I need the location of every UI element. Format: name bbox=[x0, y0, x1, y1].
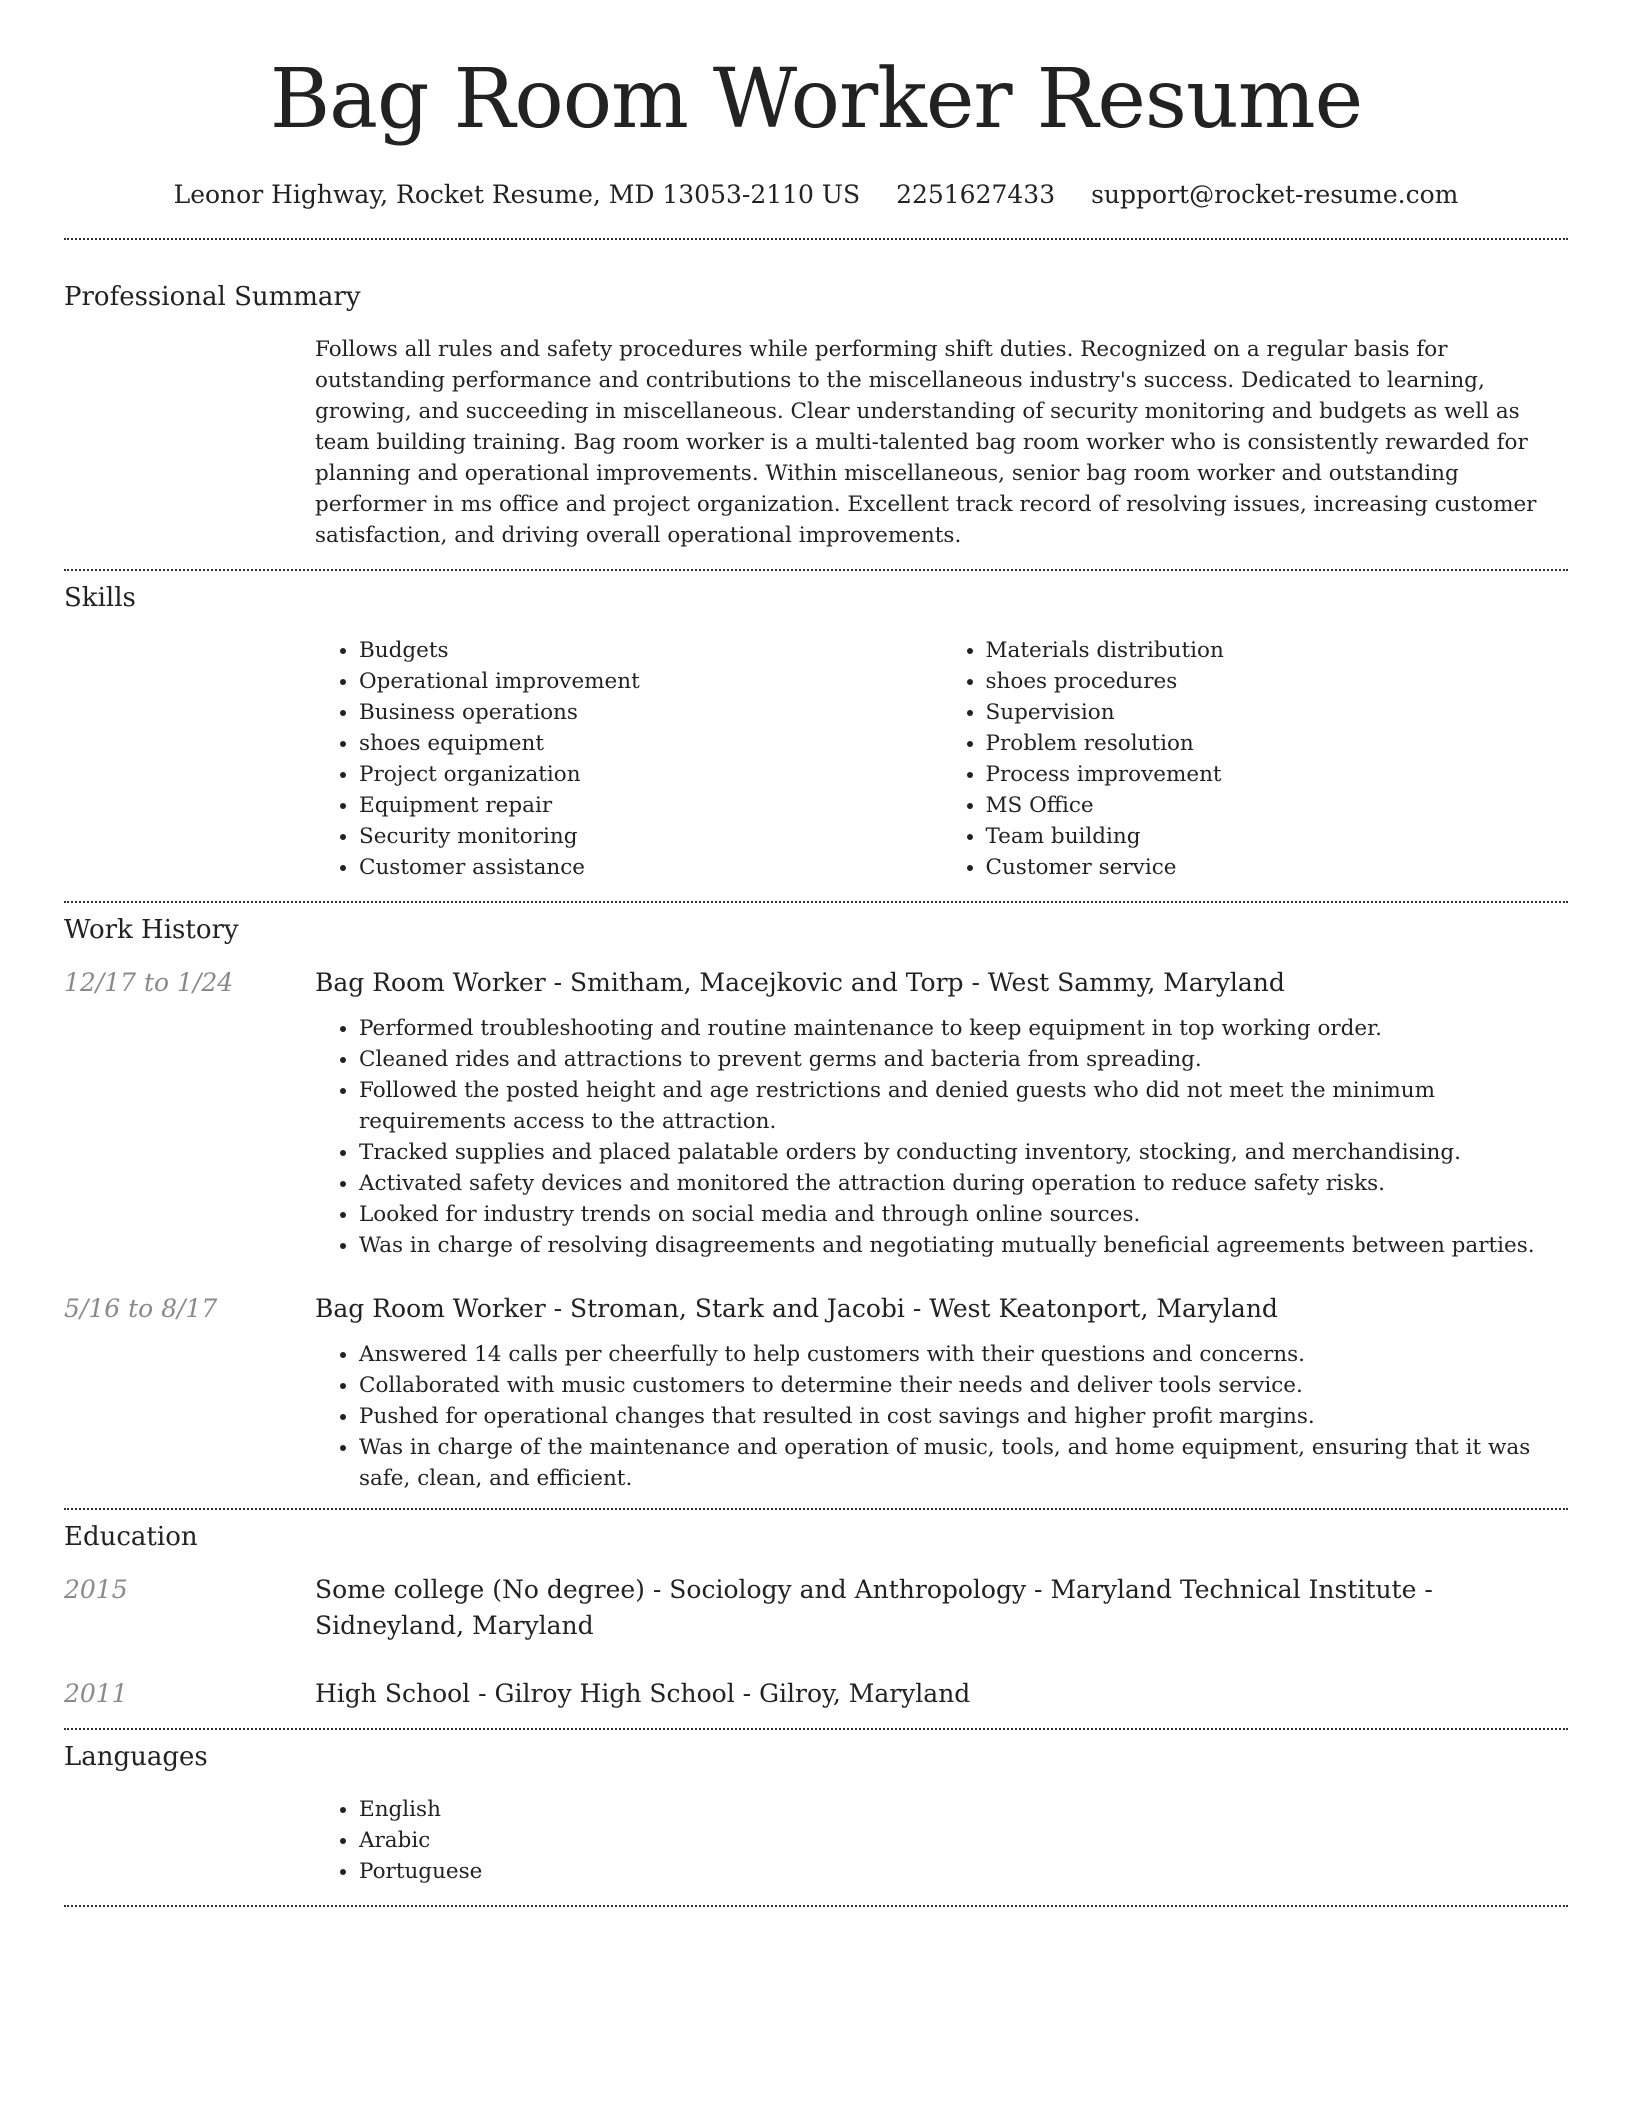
education-year: 2011 bbox=[64, 1679, 128, 1708]
skill-item: • Operational improvement bbox=[359, 666, 942, 697]
skill-item: • Customer service bbox=[986, 852, 1569, 883]
job-bullet: • Looked for industry trends on social media and through online sources. bbox=[359, 1199, 1568, 1230]
skill-item: • shoes procedures bbox=[986, 666, 1569, 697]
skill-item: • Customer assistance bbox=[359, 852, 942, 883]
education-entry bbox=[64, 1676, 1568, 1712]
skills-list-right bbox=[942, 635, 1569, 883]
skill-item: • Team building bbox=[986, 821, 1569, 852]
work-section bbox=[64, 903, 1568, 1494]
education-entry bbox=[64, 1572, 1568, 1644]
job-bullet: • Tracked supplies and placed palatable orders by conducting inventory, stocking, and merchandising. bbox=[359, 1137, 1568, 1168]
job-bullet: • Collaborated with music customers to determine their needs and deliver tools service. bbox=[359, 1370, 1568, 1401]
contact-address: Leonor Highway, Rocket Resume, MD 13053-2110 US bbox=[173, 180, 861, 209]
language-item: • Portuguese bbox=[359, 1856, 1568, 1887]
job-bullet: • Performed troubleshooting and routine maintenance to keep equipment in top working order. bbox=[359, 1013, 1568, 1044]
skill-item: • Supervision bbox=[986, 697, 1569, 728]
job-dates: 12/17 to 1/24 bbox=[64, 968, 234, 997]
education-year: 2015 bbox=[64, 1575, 128, 1604]
summary-text: Follows all rules and safety procedures while performing shift duties. Recognized on a regular basis for outstanding performance and contributions to the miscellaneous industry's success. Dedicated to learning, growing, and succeeding in miscellaneous. Clear understanding of security monitoring and budgets as well as team building training. Bag room worker is a multi-talented bag room worker who is consistently rewarded for planning and operational improvements. Within miscellaneous, senior bag room worker and outstanding performer in ms office and project organization. Excellent track record of resolving issues, increasing customer satisfaction, and driving overall operational improvements. bbox=[315, 337, 1537, 548]
contact-phone: 2251627433 bbox=[896, 180, 1056, 209]
language-item: • Arabic bbox=[359, 1825, 1568, 1856]
contact-line bbox=[0, 180, 1632, 209]
job-title: Bag Room Worker - Smitham, Macejkovic and Torp - West Sammy, Maryland bbox=[315, 968, 1285, 997]
skill-item: • Problem resolution bbox=[986, 728, 1569, 759]
job-bullets bbox=[315, 1013, 1568, 1261]
job-entry bbox=[64, 965, 1568, 1261]
skill-item: • Process improvement bbox=[986, 759, 1569, 790]
job-bullet: • Answered 14 calls per cheerfully to help customers with their questions and concerns. bbox=[359, 1339, 1568, 1370]
skill-item: • MS Office bbox=[986, 790, 1569, 821]
language-item: • English bbox=[359, 1794, 1568, 1825]
skills-list-left bbox=[315, 635, 942, 883]
section-divider bbox=[64, 1905, 1568, 1907]
languages-heading: Languages bbox=[64, 1742, 208, 1772]
skill-item: • Business operations bbox=[359, 697, 942, 728]
skills-heading: Skills bbox=[64, 583, 136, 613]
job-title: Bag Room Worker - Stroman, Stark and Jacobi - West Keatonport, Maryland bbox=[315, 1294, 1278, 1323]
summary-section bbox=[64, 240, 1568, 551]
skill-item: • Budgets bbox=[359, 635, 942, 666]
education-heading: Education bbox=[64, 1522, 198, 1552]
job-entry bbox=[64, 1291, 1568, 1494]
job-bullet: • Pushed for operational changes that resulted in cost savings and higher profit margins. bbox=[359, 1401, 1568, 1432]
summary-heading: Professional Summary bbox=[64, 282, 361, 312]
job-bullet: • Followed the posted height and age restrictions and denied guests who did not meet the minimum requirements access to the attraction. bbox=[359, 1075, 1568, 1137]
job-bullet: • Cleaned rides and attractions to prevent germs and bacteria from spreading. bbox=[359, 1044, 1568, 1075]
languages-list bbox=[315, 1794, 1568, 1887]
job-bullet: • Was in charge of the maintenance and operation of music, tools, and home equipment, ensuring that it was safe, clean, and efficient. bbox=[359, 1432, 1568, 1494]
resume-header bbox=[0, 0, 1632, 209]
education-title: High School - Gilroy High School - Gilroy, Maryland bbox=[315, 1679, 971, 1708]
education-section bbox=[64, 1510, 1568, 1712]
work-heading: Work History bbox=[64, 915, 239, 945]
education-title: Some college (No degree) - Sociology and Anthropology - Maryland Technical Institute - Sidneyland, Maryland bbox=[315, 1575, 1433, 1640]
job-bullets bbox=[315, 1339, 1568, 1494]
skill-item: • Project organization bbox=[359, 759, 942, 790]
skill-item: • Materials distribution bbox=[986, 635, 1569, 666]
job-bullet: • Was in charge of resolving disagreements and negotiating mutually beneficial agreements between parties. bbox=[359, 1230, 1568, 1261]
skill-item: • shoes equipment bbox=[359, 728, 942, 759]
job-bullet: • Activated safety devices and monitored the attraction during operation to reduce safety risks. bbox=[359, 1168, 1568, 1199]
skills-section bbox=[64, 571, 1568, 883]
contact-email: support@rocket-resume.com bbox=[1091, 180, 1459, 209]
skill-item: • Security monitoring bbox=[359, 821, 942, 852]
languages-section bbox=[64, 1730, 1568, 1887]
resume-title: Bag Room Worker Resume bbox=[269, 52, 1363, 147]
job-dates: 5/16 to 8/17 bbox=[64, 1294, 218, 1323]
skill-item: • Equipment repair bbox=[359, 790, 942, 821]
